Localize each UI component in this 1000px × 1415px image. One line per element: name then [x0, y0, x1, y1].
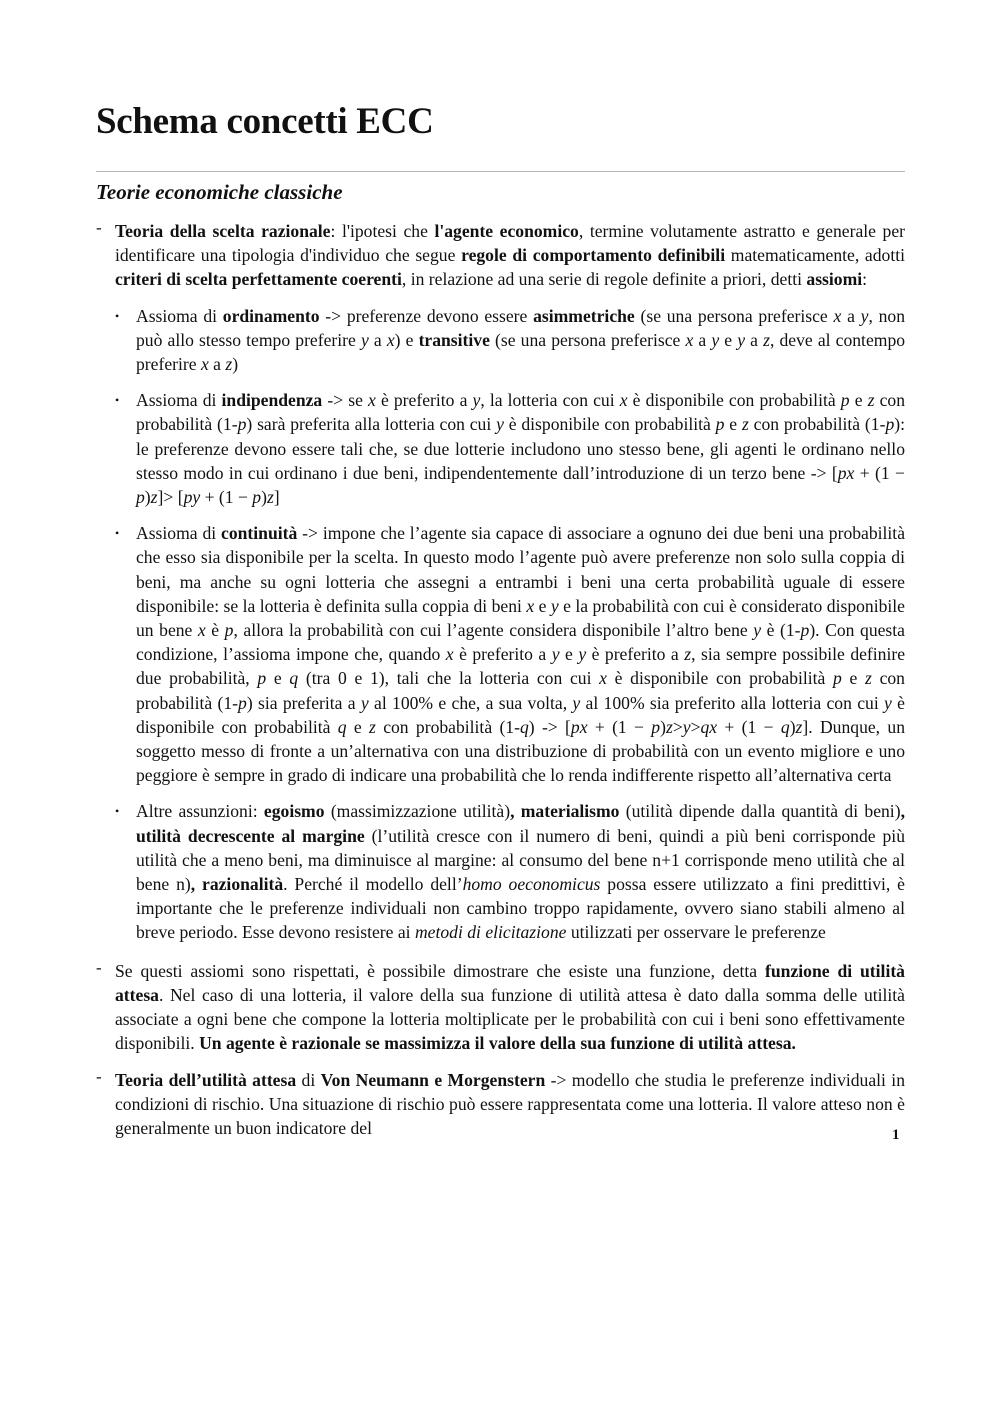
dash-marker: -: [96, 957, 102, 977]
dash-marker: -: [96, 1066, 102, 1086]
list-item-expected-utility-theory: - Teoria dell’utilità attesa di Von Neumann e Morgenstern -> modello che studia le preferenze individuali in condizioni di rischio. Una situazione di rischio può essere rappresentata come una lotteria. Il valore atteso non è generalmente un buon indicatore del: [96, 1066, 905, 1138]
document-body: [96, 219, 905, 1152]
dash-marker: -: [96, 218, 102, 237]
list-item-ordering-axiom: • Assioma di ordinamento -> preferenze devono essere asimmetriche (se una persona preferisce x a y, non può allo stesso tempo preferire y a x) e transitive (se una persona preferisce x a y e y a z, deve al contempo preferire x a z): [115, 305, 906, 375]
bullet-dot: •: [115, 393, 120, 408]
page-title: Schema concetti ECC: [96, 101, 434, 142]
list-item-expected-utility-function: - Se questi assiomi sono rispettati, è possibile dimostrare che esiste una funzione, detta funzione di utilità attesa. Nel caso di una lotteria, il valore della sua funzione di utilità attesa è dato dalla somma delle utilità associate a ogni bene che compone la lotteria moltiplicate per le probabilità con cui i beni sono effettivamente disponibili. Un agente è razionale se massimizza il valore della sua funzione di utilità attesa.: [96, 957, 905, 1054]
section-title: Teorie economiche classiche: [96, 180, 343, 204]
bullet-dot: •: [115, 526, 120, 541]
list-item-rational-choice: - Teoria della scelta razionale: l'ipotesi che l'agente economico, termine volutamente astratto e generale per identificare una tipologia d'individuo che segue regole di comportamento definibili matematicamente, adotti criteri di scelta perfettamente coerenti, in relazione ad una serie di regole definite a priori, detti assiomi:: [96, 218, 906, 290]
title-divider: [96, 171, 905, 172]
bullet-dot: •: [115, 308, 120, 323]
axioms-list: [96, 304, 905, 945]
bullet-dot: •: [115, 804, 120, 819]
list-item-continuity-axiom: • Assioma di continuità -> impone che l’agente sia capace di associare a ognuno dei due beni una probabilità che esso sia disponibile per la scelta. In questo modo l’agente può avere preferenze non solo sulla coppia di beni, ma anche su ogni lotteria che assegni a entrambi i beni una certa probabilità uguale di essere disponibile: se la lotteria è definita sulla coppia di beni x e y e la probabilità con cui è considerato disponibile un bene x è p, allora la probabilità con cui l’agente considera disponibile l’altro bene y è (1-p). Con questa condizione, l’assioma impone che, quando x è preferito a y e y è preferito a z, sia sempre possibile definire due probabilità, p e q (tra 0 e 1), tali che la lotteria con cui x è disponibile con probabilità p e z con probabilità (1-p) sia preferita a y al 100% e che, a sua volta, y al 100% sia preferito alla lotteria con cui y è disponibile con probabilità q e z con probabilità (1-q) -> [px + (1 − p)z>y>qx + (1 − q)z]. Dunque, un soggetto messo di fronte a un’alternativa con una distribuzione di probabilità con un evento migliore e uno peggiore è sempre in grado di indicare una probabilità che lo renda indifferente rispetto all’alternativa certa: [115, 523, 906, 786]
list-item-other-assumptions: • Altre assunzioni: egoismo (massimizzazione utilità), materialismo (utilità dipende dalla quantità di beni), utilità decrescente al margine (l’utilità cresce con il numero di beni, quindi a più beni corrisponde più utilità che a meno beni, ma diminuisce al margine: al consumo del bene n+1 corrisponde meno utilità che al bene n), razionalità. Perché il modello dell’homo oeconomicus possa essere utilizzato a fini predittivi, è importante che le preferenze individuali non cambino troppo rapidamente, ovvero siano stabili almeno al breve periodo. Esse devono resistere ai metodi di elicitazione utilizzati per osservare le preferenze: [115, 801, 905, 943]
list-item-independence-axiom: • Assioma di indipendenza -> se x è preferito a y, la lotteria con cui x è disponibile con probabilità p e z con probabilità (1-p) sarà preferita alla lotteria con cui y è disponibile con probabilità p e z con probabilità (1-p): le preferenze devono essere tali che, se due lotterie includono uno stesso bene, gli agenti le ordinano nello stesso modo in cui ordinano i due beni, indipendentemente dall’introduzione di un terzo bene -> [px + (1 − p)z]> [py + (1 − p)z]: [115, 390, 906, 508]
page-number: 1: [892, 1127, 900, 1143]
